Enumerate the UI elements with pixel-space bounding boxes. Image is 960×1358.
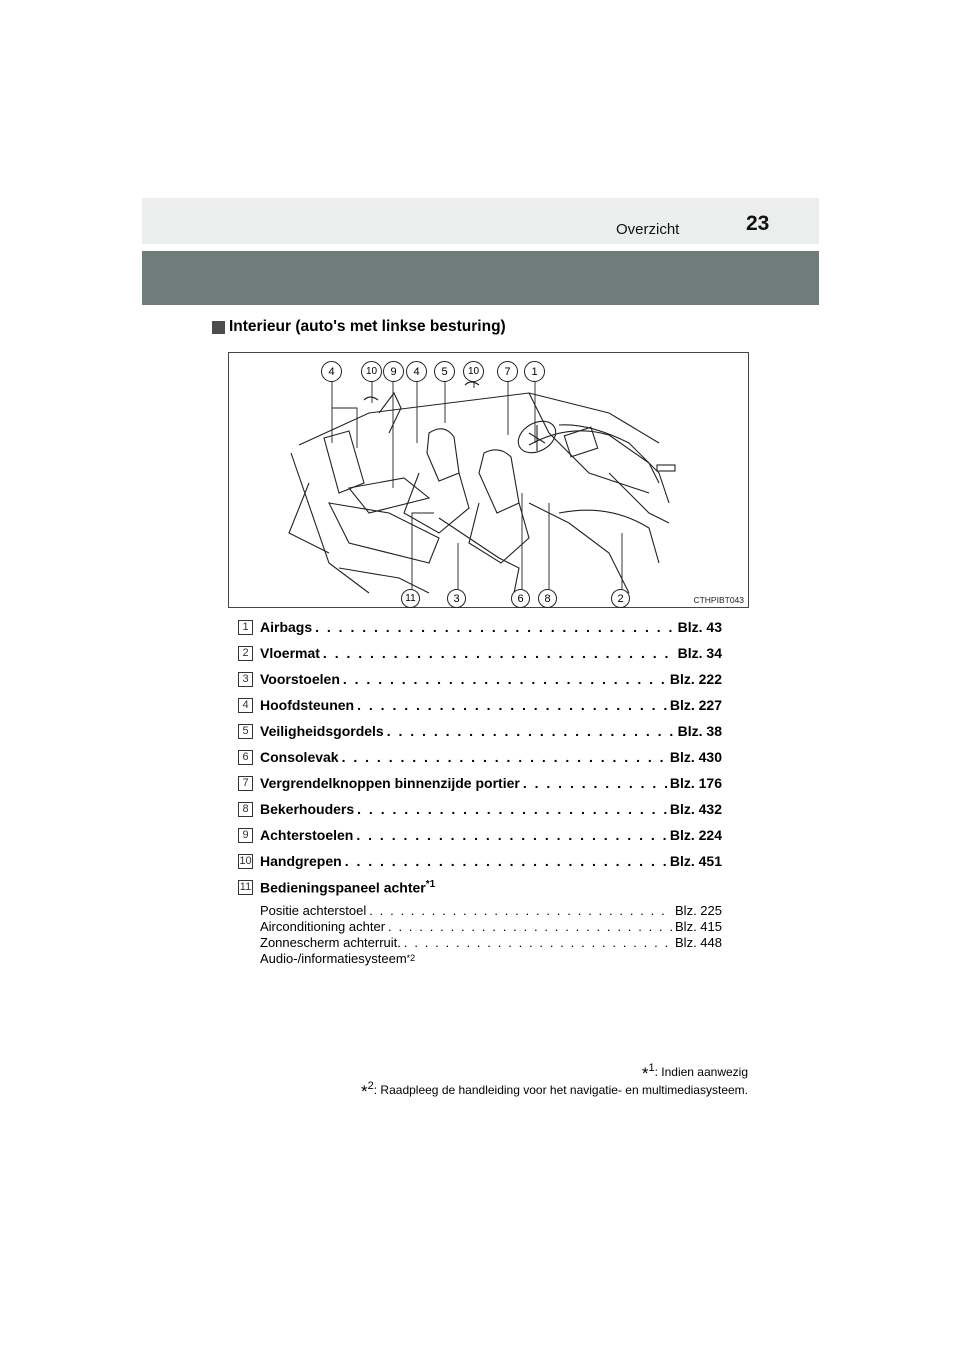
callout-bottom-2: 3 xyxy=(447,589,466,608)
item-label: Handgrepen xyxy=(260,853,342,869)
item-page-ref[interactable]: Blz. 432 xyxy=(669,801,722,817)
interior-illustration xyxy=(228,352,749,608)
callout-top-5: 5 xyxy=(434,361,455,382)
chapter-bar xyxy=(142,251,819,305)
item-number: 10 xyxy=(239,855,252,867)
callout-bottom-5: 2 xyxy=(611,589,630,608)
section-heading xyxy=(212,318,506,336)
item-label: Bekerhouders xyxy=(260,801,355,817)
item-label: Bedieningspaneel achter xyxy=(260,879,426,896)
callout-top-2: 10 xyxy=(361,361,382,382)
rear-panel-sublist xyxy=(260,902,722,966)
item-number: 4 xyxy=(238,698,253,713)
subitem-page-ref[interactable]: Blz. 225 xyxy=(675,902,722,918)
item-page-ref[interactable]: Blz. 176 xyxy=(669,775,722,791)
sublist-item xyxy=(260,918,722,934)
subitem-page-ref[interactable]: Blz. 415 xyxy=(675,918,722,934)
item-number: 1 xyxy=(238,620,253,635)
callout-top-8: 1 xyxy=(524,361,545,382)
list-item xyxy=(238,770,722,796)
footnote-2: *$^2$: Raadpleeg de handleiding voor het navigatie- en multimediasysteem. xyxy=(361,1080,748,1101)
footnote-mark: *1 xyxy=(425,878,436,890)
subitem-label: Airconditioning achter xyxy=(260,918,386,934)
subitem-label: Positie achterstoel xyxy=(260,902,367,918)
list-item-rear-panel xyxy=(238,874,722,900)
figure-code: CTHPIBT043 xyxy=(693,595,744,605)
list-item xyxy=(238,822,722,848)
callout-top-6: 10 xyxy=(463,361,484,382)
footnote-1: *$^1$: Indien aanwezig xyxy=(641,1062,748,1083)
sublist-item xyxy=(260,950,722,966)
list-item xyxy=(238,796,722,822)
section-heading-text: Interieur (auto's met linkse besturing) xyxy=(229,318,506,335)
item-label: Vergrendelknoppen binnenzijde portier xyxy=(260,775,520,791)
callout-bottom-1: 11 xyxy=(401,589,420,608)
subitem-page-ref[interactable]: Blz. 448 xyxy=(675,934,722,950)
callout-top-7: 7 xyxy=(497,361,518,382)
list-item xyxy=(238,666,722,692)
list-item xyxy=(238,718,722,744)
item-number: 7 xyxy=(238,776,253,791)
sublist-item xyxy=(260,902,722,918)
header-bar xyxy=(142,198,819,244)
item-label: Veiligheidsgordels xyxy=(260,723,384,739)
list-item xyxy=(238,614,722,640)
item-label: Hoofdsteunen xyxy=(260,697,355,713)
callout-bottom-3: 6 xyxy=(511,589,530,608)
footnote-mark: *2 xyxy=(406,953,416,963)
item-label: Airbags xyxy=(260,619,313,635)
item-number: 8 xyxy=(238,802,253,817)
section-square-icon xyxy=(212,321,225,334)
subitem-label: Audio-/informatiesysteem xyxy=(260,950,407,966)
item-page-ref[interactable]: Blz. 34 xyxy=(677,645,722,661)
header-section-title: Overzicht xyxy=(616,221,680,238)
item-page-ref[interactable]: Blz. 224 xyxy=(669,827,722,843)
page-number: 23 xyxy=(746,212,770,235)
item-page-ref[interactable]: Blz. 43 xyxy=(677,619,722,635)
callout-top-1: 4 xyxy=(321,361,342,382)
list-item xyxy=(238,848,722,874)
item-number: 6 xyxy=(238,750,253,765)
item-label: Vloermat xyxy=(260,645,320,661)
callout-bottom-4: 8 xyxy=(538,589,557,608)
item-label: Voorstoelen xyxy=(260,671,340,687)
list-item xyxy=(238,744,722,770)
item-page-ref[interactable]: Blz. 430 xyxy=(669,749,722,765)
item-number: 9 xyxy=(238,828,253,843)
item-page-ref[interactable]: Blz. 227 xyxy=(669,697,722,713)
item-page-ref[interactable]: Blz. 222 xyxy=(669,671,722,687)
item-page-ref[interactable]: Blz. 38 xyxy=(677,723,722,739)
callout-top-4: 4 xyxy=(406,361,427,382)
item-number: 11 xyxy=(239,881,252,893)
car-interior-drawing xyxy=(229,353,748,607)
item-label: Consolevak xyxy=(260,749,339,765)
item-page-ref[interactable]: Blz. 451 xyxy=(669,853,722,869)
item-label: Achterstoelen xyxy=(260,827,354,843)
legend-list xyxy=(238,614,722,966)
item-number: 2 xyxy=(238,646,253,661)
callout-top-3: 9 xyxy=(383,361,404,382)
item-number: 5 xyxy=(238,724,253,739)
item-number: 3 xyxy=(238,672,253,687)
list-item xyxy=(238,692,722,718)
list-item xyxy=(238,640,722,666)
subitem-label: Zonnescherm achterruit. xyxy=(260,934,401,950)
sublist-item xyxy=(260,934,722,950)
